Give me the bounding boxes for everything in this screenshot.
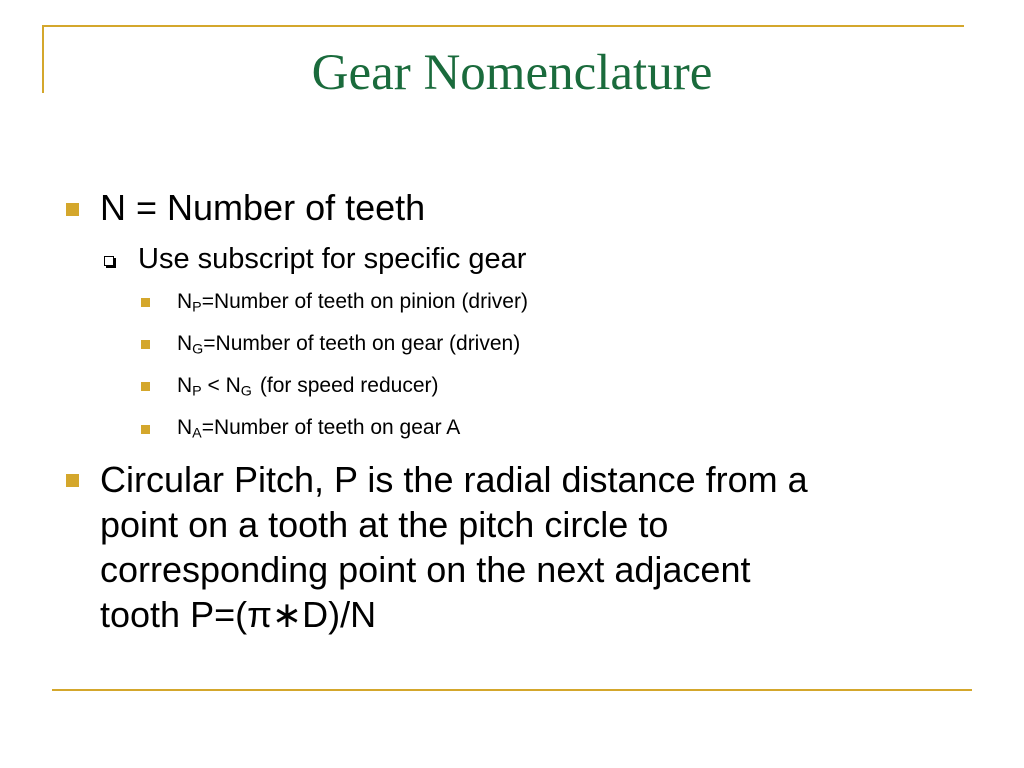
ineq-a-subscript: P xyxy=(192,383,202,400)
bullet-small-square-icon xyxy=(141,382,150,391)
ng-subscript: G xyxy=(192,341,204,358)
circular-pitch-line-4: tooth P=(π∗D)/N xyxy=(100,594,377,635)
na-subscript: A xyxy=(192,425,202,442)
bullet-small-square-icon xyxy=(141,340,150,349)
bullet-na xyxy=(177,413,937,443)
ineq-note: (for speed reducer) xyxy=(259,374,439,397)
ineq-b-subscript: G xyxy=(240,383,252,400)
slide-title: Gear Nomenclature xyxy=(311,45,713,101)
bullet-small-square-icon xyxy=(141,425,150,434)
bullet-np xyxy=(177,287,937,317)
circular-pitch-line-2: point on a tooth at the pitch circle to xyxy=(100,504,669,545)
bullet-subscript-note: Use subscript for specific gear xyxy=(138,243,527,275)
ineq-b: N xyxy=(225,374,241,397)
bullet-square-icon xyxy=(66,203,79,216)
bullet-hollow-square-icon xyxy=(104,256,114,266)
bullet-small-square-icon xyxy=(141,298,150,307)
bullet-ng xyxy=(177,329,937,359)
bullet-square-icon xyxy=(66,474,79,487)
circular-pitch-line-3: corresponding point on the next adjacent xyxy=(100,549,751,590)
na-text: =Number of teeth on gear A xyxy=(201,416,461,439)
ineq-operator: < xyxy=(201,374,226,397)
bullet-inequality xyxy=(177,371,937,401)
np-subscript: P xyxy=(192,299,202,316)
ng-text: =Number of teeth on gear (driven) xyxy=(203,332,521,355)
ineq-a: N xyxy=(177,374,193,397)
na-base: N xyxy=(177,416,193,439)
bullet-n-definition: N = Number of teeth xyxy=(100,187,426,228)
ng-base: N xyxy=(177,332,193,355)
np-base: N xyxy=(177,290,193,313)
circular-pitch-line-1: Circular Pitch, P is the radial distance from a xyxy=(100,459,808,500)
np-text: =Number of teeth on pinion (driver) xyxy=(201,290,528,313)
